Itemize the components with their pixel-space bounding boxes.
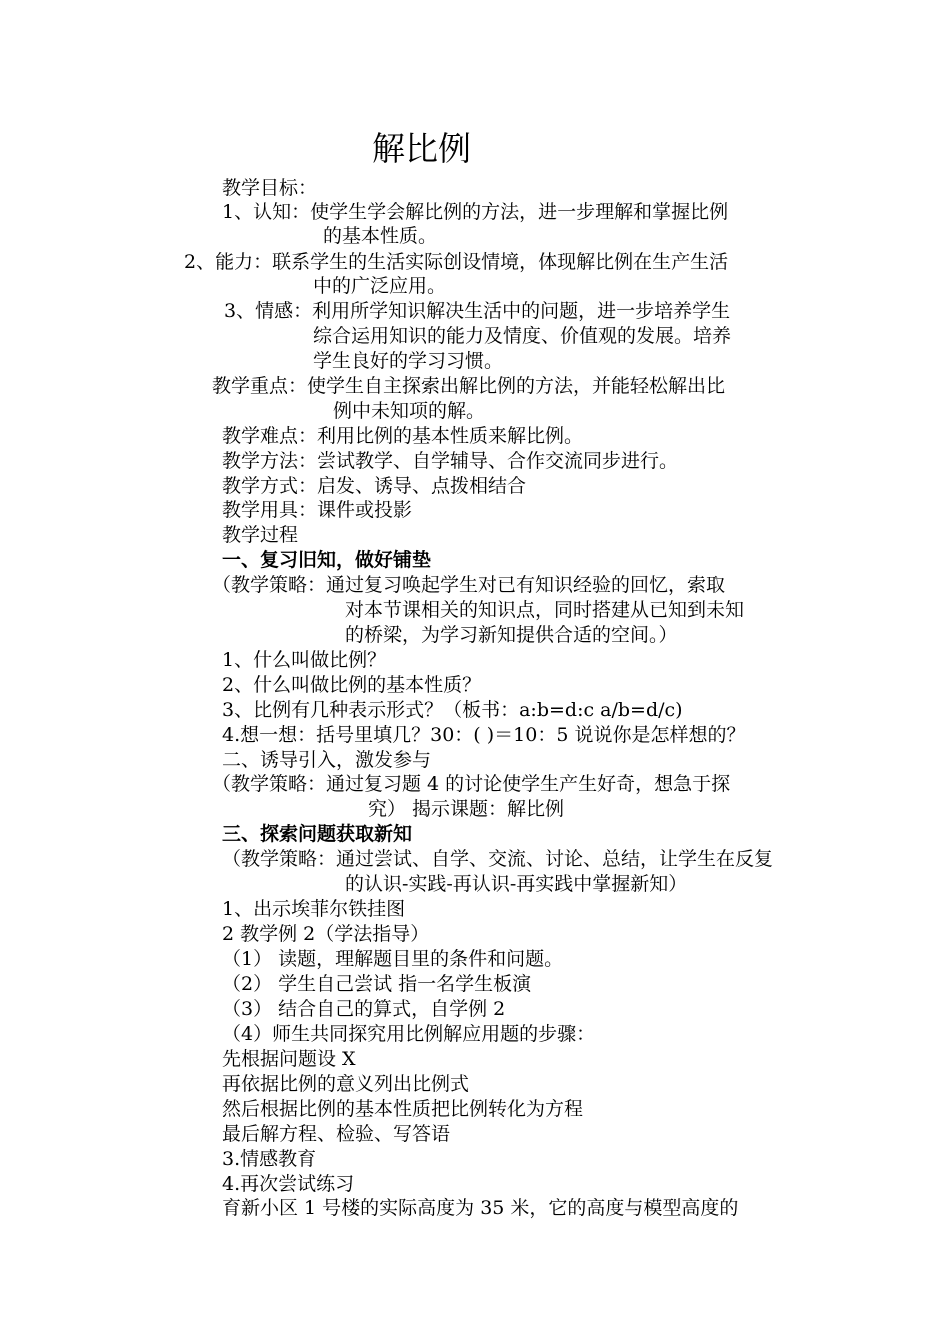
- method-line: 教学方法：尝试教学、自学辅导、合作交流同步进行。: [222, 450, 679, 472]
- section-2-heading: 二、诱导引入，激发参与: [222, 749, 432, 771]
- difficulty-line: 教学难点：利用比例的基本性质来解比例。: [222, 425, 584, 447]
- step-item-3: 3.情感教育: [222, 1148, 317, 1170]
- objectives-heading: 教学目标：: [222, 177, 318, 199]
- section-3-heading: 三、探索问题获取新知: [222, 823, 413, 845]
- objective-1-line-1: 1、认知：使学生学会解比例的方法，进一步理解和掌握比例: [222, 201, 729, 223]
- sub-item-1: （1） 读题，理解题目里的条件和问题。: [222, 948, 564, 970]
- section-1-strategy-line-2: 对本节课相关的知识点，同时搭建从已知到未知: [345, 599, 745, 621]
- procedure-step-4: 最后解方程、检验、写答语: [222, 1123, 451, 1145]
- question-4: 4.想一想：括号里填几？30：( )＝10：5 说说你是怎样想的？: [222, 724, 746, 746]
- exercise-text: 育新小区 1 号楼的实际高度为 35 米，它的高度与模型高度的: [222, 1197, 739, 1219]
- step-item-2: 2 教学例 2（学法指导）: [222, 923, 430, 945]
- step-item-1: 1、出示埃菲尔铁挂图: [222, 898, 406, 920]
- section-1-strategy-line-3: 的桥梁，为学习新知提供合适的空间。）: [345, 624, 678, 646]
- step-item-4: 4.再次尝试练习: [222, 1173, 355, 1195]
- question-2: 2、什么叫做比例的基本性质？: [222, 674, 482, 696]
- question-3: 3、比例有几种表示形式？（板书：a:b=d:c a/b=d/c): [222, 699, 683, 721]
- objective-3-line-3: 学生良好的学习习惯。: [313, 350, 504, 372]
- sub-item-3: （3） 结合自己的算式，自学例 2: [222, 998, 506, 1020]
- objective-1-line-2: 的基本性质。: [323, 225, 438, 247]
- objective-2-line-1: 2、能力：联系学生的生活实际创设情境，体现解比例在生产生活: [184, 251, 729, 273]
- section-3-strategy-line-2: 的认识-实践-再认识-再实践中掌握新知）: [345, 873, 688, 895]
- objective-3-line-2: 综合运用知识的能力及情度、价值观的发展。培养: [313, 325, 732, 347]
- procedure-step-3: 然后根据比例的基本性质把比例转化为方程: [222, 1098, 584, 1120]
- section-1-heading: 一、复习旧知，做好铺垫: [222, 549, 432, 571]
- procedure-step-2: 再依据比例的意义列出比例式: [222, 1073, 470, 1095]
- procedure-step-1: 先根据问题设 X: [222, 1048, 356, 1070]
- objective-2-line-2: 中的广泛应用。: [313, 275, 447, 297]
- section-2-strategy-line-1: （教学策略：通过复习题 4 的讨论使学生产生好奇，想急于探: [212, 773, 731, 795]
- mode-line: 教学方式：启发、诱导、点拨相结合: [222, 475, 527, 497]
- tools-line: 教学用具：课件或投影: [222, 499, 413, 521]
- key-point-line-2: 例中未知项的解。: [333, 400, 486, 422]
- sub-item-4: （4）师生共同探究用比例解应用题的步骤：: [222, 1023, 596, 1045]
- section-2-strategy-line-2: 究） 揭示课题：解比例: [368, 798, 565, 820]
- key-point-line-1: 教学重点：使学生自主探索出解比例的方法，并能轻松解出比: [212, 375, 726, 397]
- section-3-strategy-line-1: （教学策略：通过尝试、自学、交流、讨论、总结，让学生在反复: [222, 848, 774, 870]
- process-heading: 教学过程: [222, 524, 299, 546]
- sub-item-2: （2） 学生自己尝试 指一名学生板演: [222, 973, 532, 995]
- question-1: 1、什么叫做比例？: [222, 649, 387, 671]
- objective-3-line-1: 3、情感：利用所学知识解决生活中的问题，进一步培养学生: [224, 300, 731, 322]
- doc-title: 解比例: [372, 129, 471, 168]
- section-1-strategy-line-1: （教学策略：通过复习唤起学生对已有知识经验的回忆，索取: [212, 574, 726, 596]
